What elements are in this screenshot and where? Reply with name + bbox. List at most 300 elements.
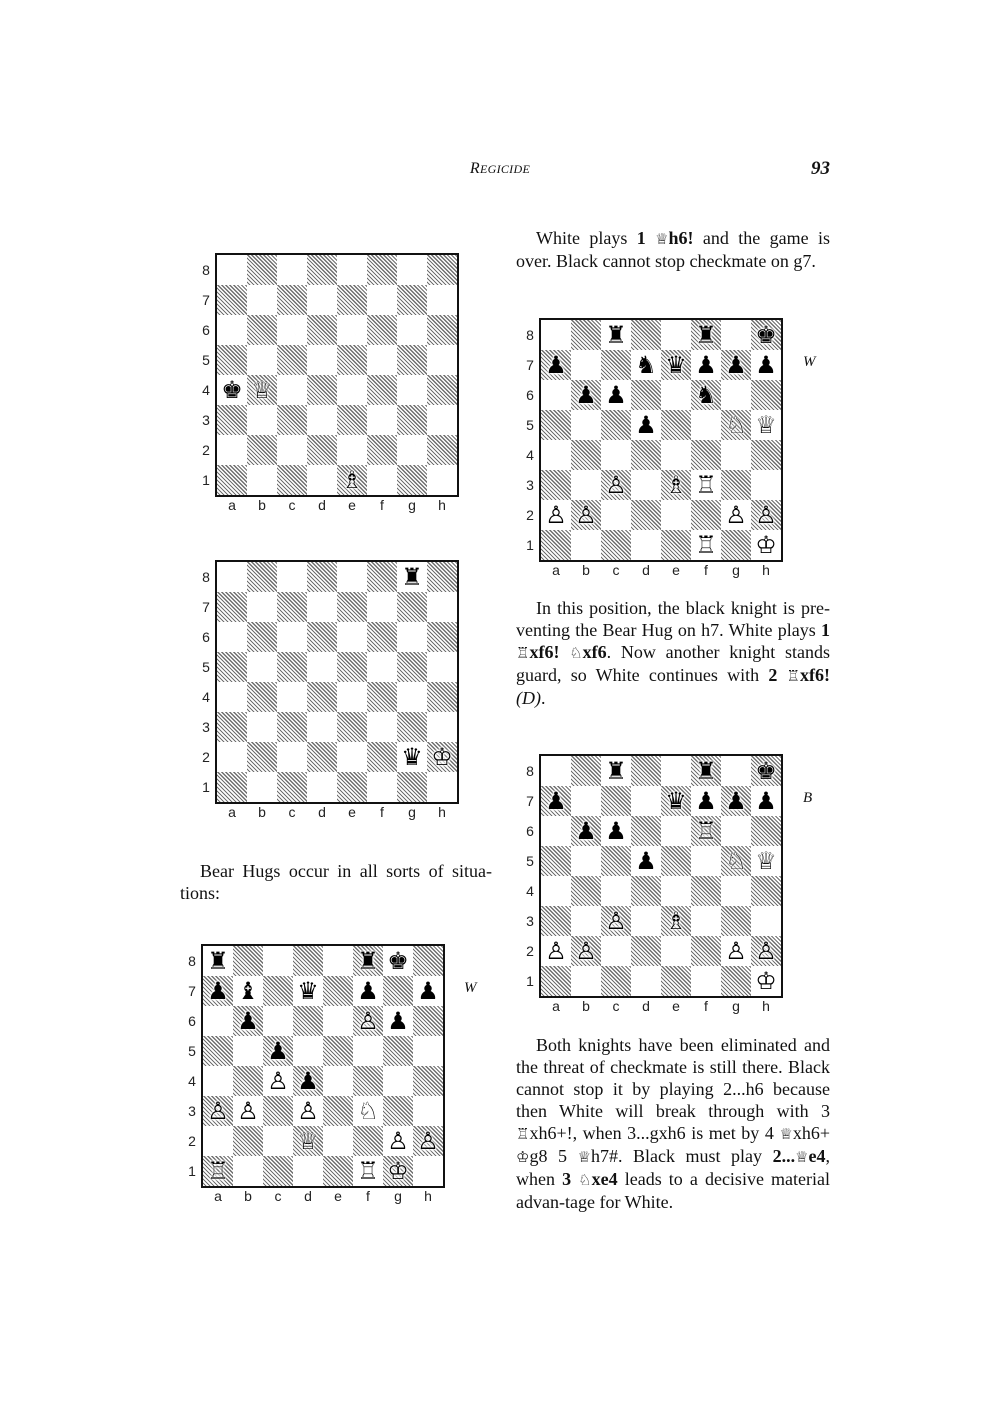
square-e4 xyxy=(661,440,691,470)
white-pawn-icon: ♙ xyxy=(725,937,747,965)
square-b1 xyxy=(247,465,277,495)
file-label: d xyxy=(642,562,650,578)
square-g4 xyxy=(383,1066,413,1096)
header-initial: R xyxy=(469,160,480,177)
white-queen-icon: ♕ xyxy=(755,847,777,875)
move-text: xf6! xyxy=(529,642,560,662)
square-e3 xyxy=(337,712,367,742)
file-label: g xyxy=(732,998,740,1014)
square-h5 xyxy=(427,345,457,375)
knight-figurine-icon: ♘ xyxy=(578,1171,592,1189)
paragraph-knight-guard xyxy=(516,597,830,709)
square-g8 xyxy=(397,562,427,592)
file-label: g xyxy=(394,1188,402,1204)
square-a1 xyxy=(217,465,247,495)
square-f8 xyxy=(367,255,397,285)
square-b2 xyxy=(571,500,601,530)
white-knight-icon: ♘ xyxy=(357,1097,379,1125)
square-d3 xyxy=(293,1096,323,1126)
square-f5 xyxy=(353,1036,383,1066)
square-d5 xyxy=(307,345,337,375)
square-a7 xyxy=(217,285,247,315)
square-g8 xyxy=(721,756,751,786)
square-f7 xyxy=(367,285,397,315)
square-d8 xyxy=(631,756,661,786)
square-e2 xyxy=(337,742,367,772)
black-pawn-icon: ♟ xyxy=(725,787,747,815)
file-label: b xyxy=(258,497,266,513)
square-e8 xyxy=(337,562,367,592)
rank-label: 1 xyxy=(526,973,534,989)
black-pawn-icon: ♟ xyxy=(635,411,657,439)
square-c4 xyxy=(277,375,307,405)
black-pawn-icon: ♟ xyxy=(545,787,567,815)
square-h5 xyxy=(751,410,781,440)
black-king-icon: ♚ xyxy=(221,376,243,404)
square-d6 xyxy=(307,622,337,652)
square-g5 xyxy=(397,345,427,375)
square-g5 xyxy=(397,652,427,682)
square-a7 xyxy=(217,592,247,622)
file-label: d xyxy=(642,998,650,1014)
square-b2 xyxy=(247,435,277,465)
black-pawn-icon: ♟ xyxy=(545,351,567,379)
square-c1 xyxy=(263,1156,293,1186)
rank-label: 4 xyxy=(188,1073,196,1089)
file-label: h xyxy=(762,562,770,578)
square-g8 xyxy=(397,255,427,285)
square-c7 xyxy=(277,285,307,315)
rank-label: 2 xyxy=(526,943,534,959)
square-d8 xyxy=(631,320,661,350)
file-label: b xyxy=(582,998,590,1014)
running-header xyxy=(380,160,620,178)
file-label: g xyxy=(408,804,416,820)
square-f2 xyxy=(691,936,721,966)
move-number: 2 xyxy=(768,665,787,685)
rank-label: 4 xyxy=(526,883,534,899)
square-f8 xyxy=(691,756,721,786)
chess-diagram-1 xyxy=(215,253,459,497)
square-a4 xyxy=(217,375,247,405)
white-pawn-icon: ♙ xyxy=(267,1067,289,1095)
square-g3 xyxy=(383,1096,413,1126)
square-b7 xyxy=(571,786,601,816)
black-king-icon: ♚ xyxy=(755,757,777,785)
square-h4 xyxy=(413,1066,443,1096)
white-pawn-icon: ♙ xyxy=(417,1127,439,1155)
square-f5 xyxy=(691,846,721,876)
square-b6 xyxy=(571,380,601,410)
square-f3 xyxy=(367,712,397,742)
square-b1 xyxy=(247,772,277,802)
file-label: f xyxy=(366,1188,370,1204)
black-pawn-icon: ♟ xyxy=(237,1007,259,1035)
square-h8 xyxy=(427,562,457,592)
square-c3 xyxy=(277,405,307,435)
square-c2 xyxy=(601,500,631,530)
rank-label: 5 xyxy=(202,352,210,368)
square-f3 xyxy=(353,1096,383,1126)
side-to-move-label: B xyxy=(803,790,813,806)
square-h7 xyxy=(427,285,457,315)
square-b7 xyxy=(247,592,277,622)
white-pawn-icon: ♙ xyxy=(605,471,627,499)
square-h4 xyxy=(427,682,457,712)
white-pawn-icon: ♙ xyxy=(387,1127,409,1155)
square-e8 xyxy=(661,320,691,350)
square-h4 xyxy=(427,375,457,405)
white-pawn-icon: ♙ xyxy=(297,1097,319,1125)
black-pawn-icon: ♟ xyxy=(267,1037,289,1065)
square-f1 xyxy=(691,530,721,560)
queen-figurine-icon: ♕ xyxy=(577,1148,591,1166)
square-d3 xyxy=(307,405,337,435)
black-queen-icon: ♛ xyxy=(297,977,319,1005)
square-g7 xyxy=(721,786,751,816)
square-b3 xyxy=(247,712,277,742)
text-run: g8 5 xyxy=(529,1146,578,1166)
move-number: 3 xyxy=(562,1169,579,1189)
chess-diagram-4 xyxy=(539,318,783,562)
square-g3 xyxy=(721,906,751,936)
square-g2 xyxy=(397,435,427,465)
square-g5 xyxy=(383,1036,413,1066)
file-label: c xyxy=(288,804,296,820)
black-knight-icon: ♞ xyxy=(695,381,717,409)
white-pawn-icon: ♙ xyxy=(575,937,597,965)
square-h8 xyxy=(413,946,443,976)
square-g3 xyxy=(397,405,427,435)
square-b6 xyxy=(571,816,601,846)
square-d2 xyxy=(307,435,337,465)
file-label: h xyxy=(424,1188,432,1204)
square-b3 xyxy=(233,1096,263,1126)
square-c6 xyxy=(277,622,307,652)
rank-label: 7 xyxy=(188,983,196,999)
black-pawn-icon: ♟ xyxy=(755,787,777,815)
square-a3 xyxy=(217,712,247,742)
square-e3 xyxy=(337,405,367,435)
rank-label: 6 xyxy=(202,322,210,338)
square-h6 xyxy=(427,315,457,345)
square-a6 xyxy=(541,380,571,410)
file-label: a xyxy=(552,562,560,578)
square-b7 xyxy=(247,285,277,315)
square-d7 xyxy=(631,786,661,816)
square-h3 xyxy=(751,470,781,500)
square-a5 xyxy=(203,1036,233,1066)
square-b2 xyxy=(247,742,277,772)
rook-figurine-icon: ♖ xyxy=(786,667,800,685)
square-a5 xyxy=(217,652,247,682)
square-g6 xyxy=(721,380,751,410)
square-b7 xyxy=(233,976,263,1006)
black-bishop-icon: ♝ xyxy=(237,977,259,1005)
chess-diagram-2 xyxy=(215,560,459,804)
rank-label: 7 xyxy=(202,292,210,308)
square-f2 xyxy=(367,435,397,465)
square-a4 xyxy=(203,1066,233,1096)
file-label: f xyxy=(704,562,708,578)
black-pawn-icon: ♟ xyxy=(387,1007,409,1035)
text-run: . xyxy=(541,688,546,708)
square-e7 xyxy=(661,786,691,816)
square-c2 xyxy=(277,742,307,772)
file-label: e xyxy=(672,998,680,1014)
file-label: c xyxy=(612,562,620,578)
square-g6 xyxy=(721,816,751,846)
square-c7 xyxy=(263,976,293,1006)
square-h3 xyxy=(413,1096,443,1126)
square-g6 xyxy=(383,1006,413,1036)
square-f7 xyxy=(691,786,721,816)
white-knight-icon: ♘ xyxy=(725,847,747,875)
square-b8 xyxy=(233,946,263,976)
square-g2 xyxy=(383,1126,413,1156)
rank-label: 7 xyxy=(526,793,534,809)
text-run: and the game is over. Black cannot stop checkmate on g7. xyxy=(516,228,831,271)
square-c5 xyxy=(601,410,631,440)
square-g2 xyxy=(721,500,751,530)
square-b8 xyxy=(571,320,601,350)
king-figurine-icon: ♔ xyxy=(516,1148,530,1166)
square-h1 xyxy=(427,465,457,495)
square-e6 xyxy=(323,1006,353,1036)
square-e4 xyxy=(661,876,691,906)
rank-label: 6 xyxy=(526,387,534,403)
text-run: , when xyxy=(516,1146,831,1189)
square-b1 xyxy=(233,1156,263,1186)
square-a8 xyxy=(217,562,247,592)
square-b6 xyxy=(247,315,277,345)
square-h7 xyxy=(427,592,457,622)
square-e2 xyxy=(661,500,691,530)
square-e1 xyxy=(661,530,691,560)
square-c7 xyxy=(601,350,631,380)
black-king-icon: ♚ xyxy=(755,321,777,349)
file-label: a xyxy=(228,497,236,513)
square-a4 xyxy=(217,682,247,712)
white-bishop-icon: ♗ xyxy=(665,471,687,499)
white-pawn-icon: ♙ xyxy=(725,501,747,529)
square-a3 xyxy=(541,470,571,500)
square-g7 xyxy=(721,350,751,380)
square-c1 xyxy=(601,530,631,560)
white-king-icon: ♔ xyxy=(387,1157,409,1185)
square-c8 xyxy=(277,255,307,285)
square-c4 xyxy=(601,440,631,470)
queen-figurine-icon: ♕ xyxy=(779,1125,793,1143)
rank-label: 5 xyxy=(526,417,534,433)
file-label: d xyxy=(304,1188,312,1204)
square-e1 xyxy=(323,1156,353,1186)
text-run: xh6+!, when 3...gxh6 is met by 4 xyxy=(529,1123,780,1143)
square-e4 xyxy=(337,375,367,405)
move-number: 1 xyxy=(821,620,830,640)
black-queen-icon: ♛ xyxy=(665,787,687,815)
square-a1 xyxy=(541,966,571,996)
file-label: f xyxy=(704,998,708,1014)
square-a2 xyxy=(541,936,571,966)
square-e1 xyxy=(661,966,691,996)
square-c6 xyxy=(277,315,307,345)
file-label: e xyxy=(348,497,356,513)
square-b5 xyxy=(247,652,277,682)
square-b5 xyxy=(571,410,601,440)
square-h3 xyxy=(751,906,781,936)
black-rook-icon: ♜ xyxy=(357,947,379,975)
move-text: xf6! xyxy=(800,665,830,685)
square-g8 xyxy=(383,946,413,976)
rank-label: 2 xyxy=(188,1133,196,1149)
square-d6 xyxy=(293,1006,323,1036)
square-a4 xyxy=(541,440,571,470)
square-g4 xyxy=(721,876,751,906)
square-h7 xyxy=(751,350,781,380)
square-c8 xyxy=(263,946,293,976)
square-c8 xyxy=(601,320,631,350)
square-f6 xyxy=(691,380,721,410)
paragraph-qh6 xyxy=(516,227,830,272)
square-e5 xyxy=(323,1036,353,1066)
square-a2 xyxy=(217,742,247,772)
square-h3 xyxy=(427,712,457,742)
square-d4 xyxy=(631,876,661,906)
rank-label: 8 xyxy=(526,327,534,343)
square-a1 xyxy=(203,1156,233,1186)
white-pawn-icon: ♙ xyxy=(755,937,777,965)
square-c3 xyxy=(601,906,631,936)
square-f2 xyxy=(353,1126,383,1156)
square-f2 xyxy=(367,742,397,772)
square-f3 xyxy=(691,906,721,936)
rank-label: 2 xyxy=(202,442,210,458)
square-e8 xyxy=(661,756,691,786)
text-run: . Now another knight stands guard, so White continues with xyxy=(516,642,831,685)
square-d8 xyxy=(307,255,337,285)
square-b5 xyxy=(233,1036,263,1066)
black-pawn-icon: ♟ xyxy=(575,381,597,409)
square-h2 xyxy=(751,936,781,966)
rook-figurine-icon: ♖ xyxy=(516,644,530,662)
square-b5 xyxy=(247,345,277,375)
file-label: h xyxy=(438,804,446,820)
square-c3 xyxy=(263,1096,293,1126)
white-king-icon: ♔ xyxy=(755,531,777,559)
square-b6 xyxy=(233,1006,263,1036)
white-bishop-icon: ♗ xyxy=(341,466,363,494)
white-knight-icon: ♘ xyxy=(725,411,747,439)
black-pawn-icon: ♟ xyxy=(725,351,747,379)
square-e5 xyxy=(337,345,367,375)
black-queen-icon: ♛ xyxy=(665,351,687,379)
square-f4 xyxy=(353,1066,383,1096)
square-d3 xyxy=(631,470,661,500)
square-d2 xyxy=(631,500,661,530)
square-d5 xyxy=(307,652,337,682)
black-pawn-icon: ♟ xyxy=(695,351,717,379)
square-a2 xyxy=(541,500,571,530)
square-a5 xyxy=(541,410,571,440)
square-g1 xyxy=(721,530,751,560)
side-to-move-label: W xyxy=(464,980,477,996)
square-f4 xyxy=(691,440,721,470)
rank-label: 3 xyxy=(188,1103,196,1119)
square-g8 xyxy=(721,320,751,350)
rank-label: 1 xyxy=(202,779,210,795)
black-pawn-icon: ♟ xyxy=(357,977,379,1005)
white-queen-icon: ♕ xyxy=(755,411,777,439)
white-king-icon: ♔ xyxy=(431,743,453,771)
square-b6 xyxy=(247,622,277,652)
black-rook-icon: ♜ xyxy=(695,757,717,785)
square-b4 xyxy=(571,876,601,906)
rank-label: 8 xyxy=(188,953,196,969)
file-label: h xyxy=(438,497,446,513)
square-e7 xyxy=(337,285,367,315)
queen-figurine-icon: ♕ xyxy=(795,1148,809,1166)
file-label: c xyxy=(288,497,296,513)
square-h6 xyxy=(751,816,781,846)
square-f4 xyxy=(691,876,721,906)
move-number: 2... xyxy=(772,1146,796,1166)
black-pawn-icon: ♟ xyxy=(605,381,627,409)
square-c4 xyxy=(263,1066,293,1096)
white-pawn-icon: ♙ xyxy=(357,1007,379,1035)
square-e3 xyxy=(323,1096,353,1126)
square-g3 xyxy=(397,712,427,742)
black-pawn-icon: ♟ xyxy=(605,817,627,845)
square-e5 xyxy=(661,410,691,440)
square-d4 xyxy=(307,682,337,712)
knight-figurine-icon: ♘ xyxy=(569,644,583,662)
square-f1 xyxy=(367,465,397,495)
square-e7 xyxy=(323,976,353,1006)
square-g7 xyxy=(383,976,413,1006)
square-f6 xyxy=(691,816,721,846)
square-e7 xyxy=(661,350,691,380)
square-h7 xyxy=(413,976,443,1006)
square-d2 xyxy=(631,936,661,966)
square-d4 xyxy=(307,375,337,405)
square-f3 xyxy=(691,470,721,500)
rook-figurine-icon: ♖ xyxy=(516,1125,530,1143)
square-g1 xyxy=(721,966,751,996)
rank-label: 4 xyxy=(202,382,210,398)
move-number: 1 xyxy=(636,228,656,248)
chess-diagram-3 xyxy=(201,944,445,1188)
square-g5 xyxy=(721,846,751,876)
square-c6 xyxy=(263,1006,293,1036)
square-h5 xyxy=(427,652,457,682)
text-run: Both knights have been eliminated and the threat of checkmate is still there. Black cannot stop it by playing 2...h6 because then White will break through with 3 xyxy=(516,1035,830,1121)
square-d4 xyxy=(631,440,661,470)
square-d1 xyxy=(631,966,661,996)
file-label: g xyxy=(732,562,740,578)
white-rook-icon: ♖ xyxy=(695,817,717,845)
file-label: d xyxy=(318,804,326,820)
square-d6 xyxy=(307,315,337,345)
file-label: b xyxy=(258,804,266,820)
paragraph-bear-hugs: Bear Hugs occur in all sorts of situa-tions: xyxy=(180,861,492,903)
move-text: h6! xyxy=(668,228,694,248)
file-label: g xyxy=(408,497,416,513)
square-e6 xyxy=(661,380,691,410)
square-b8 xyxy=(247,255,277,285)
white-queen-icon: ♕ xyxy=(251,376,273,404)
square-e6 xyxy=(337,315,367,345)
